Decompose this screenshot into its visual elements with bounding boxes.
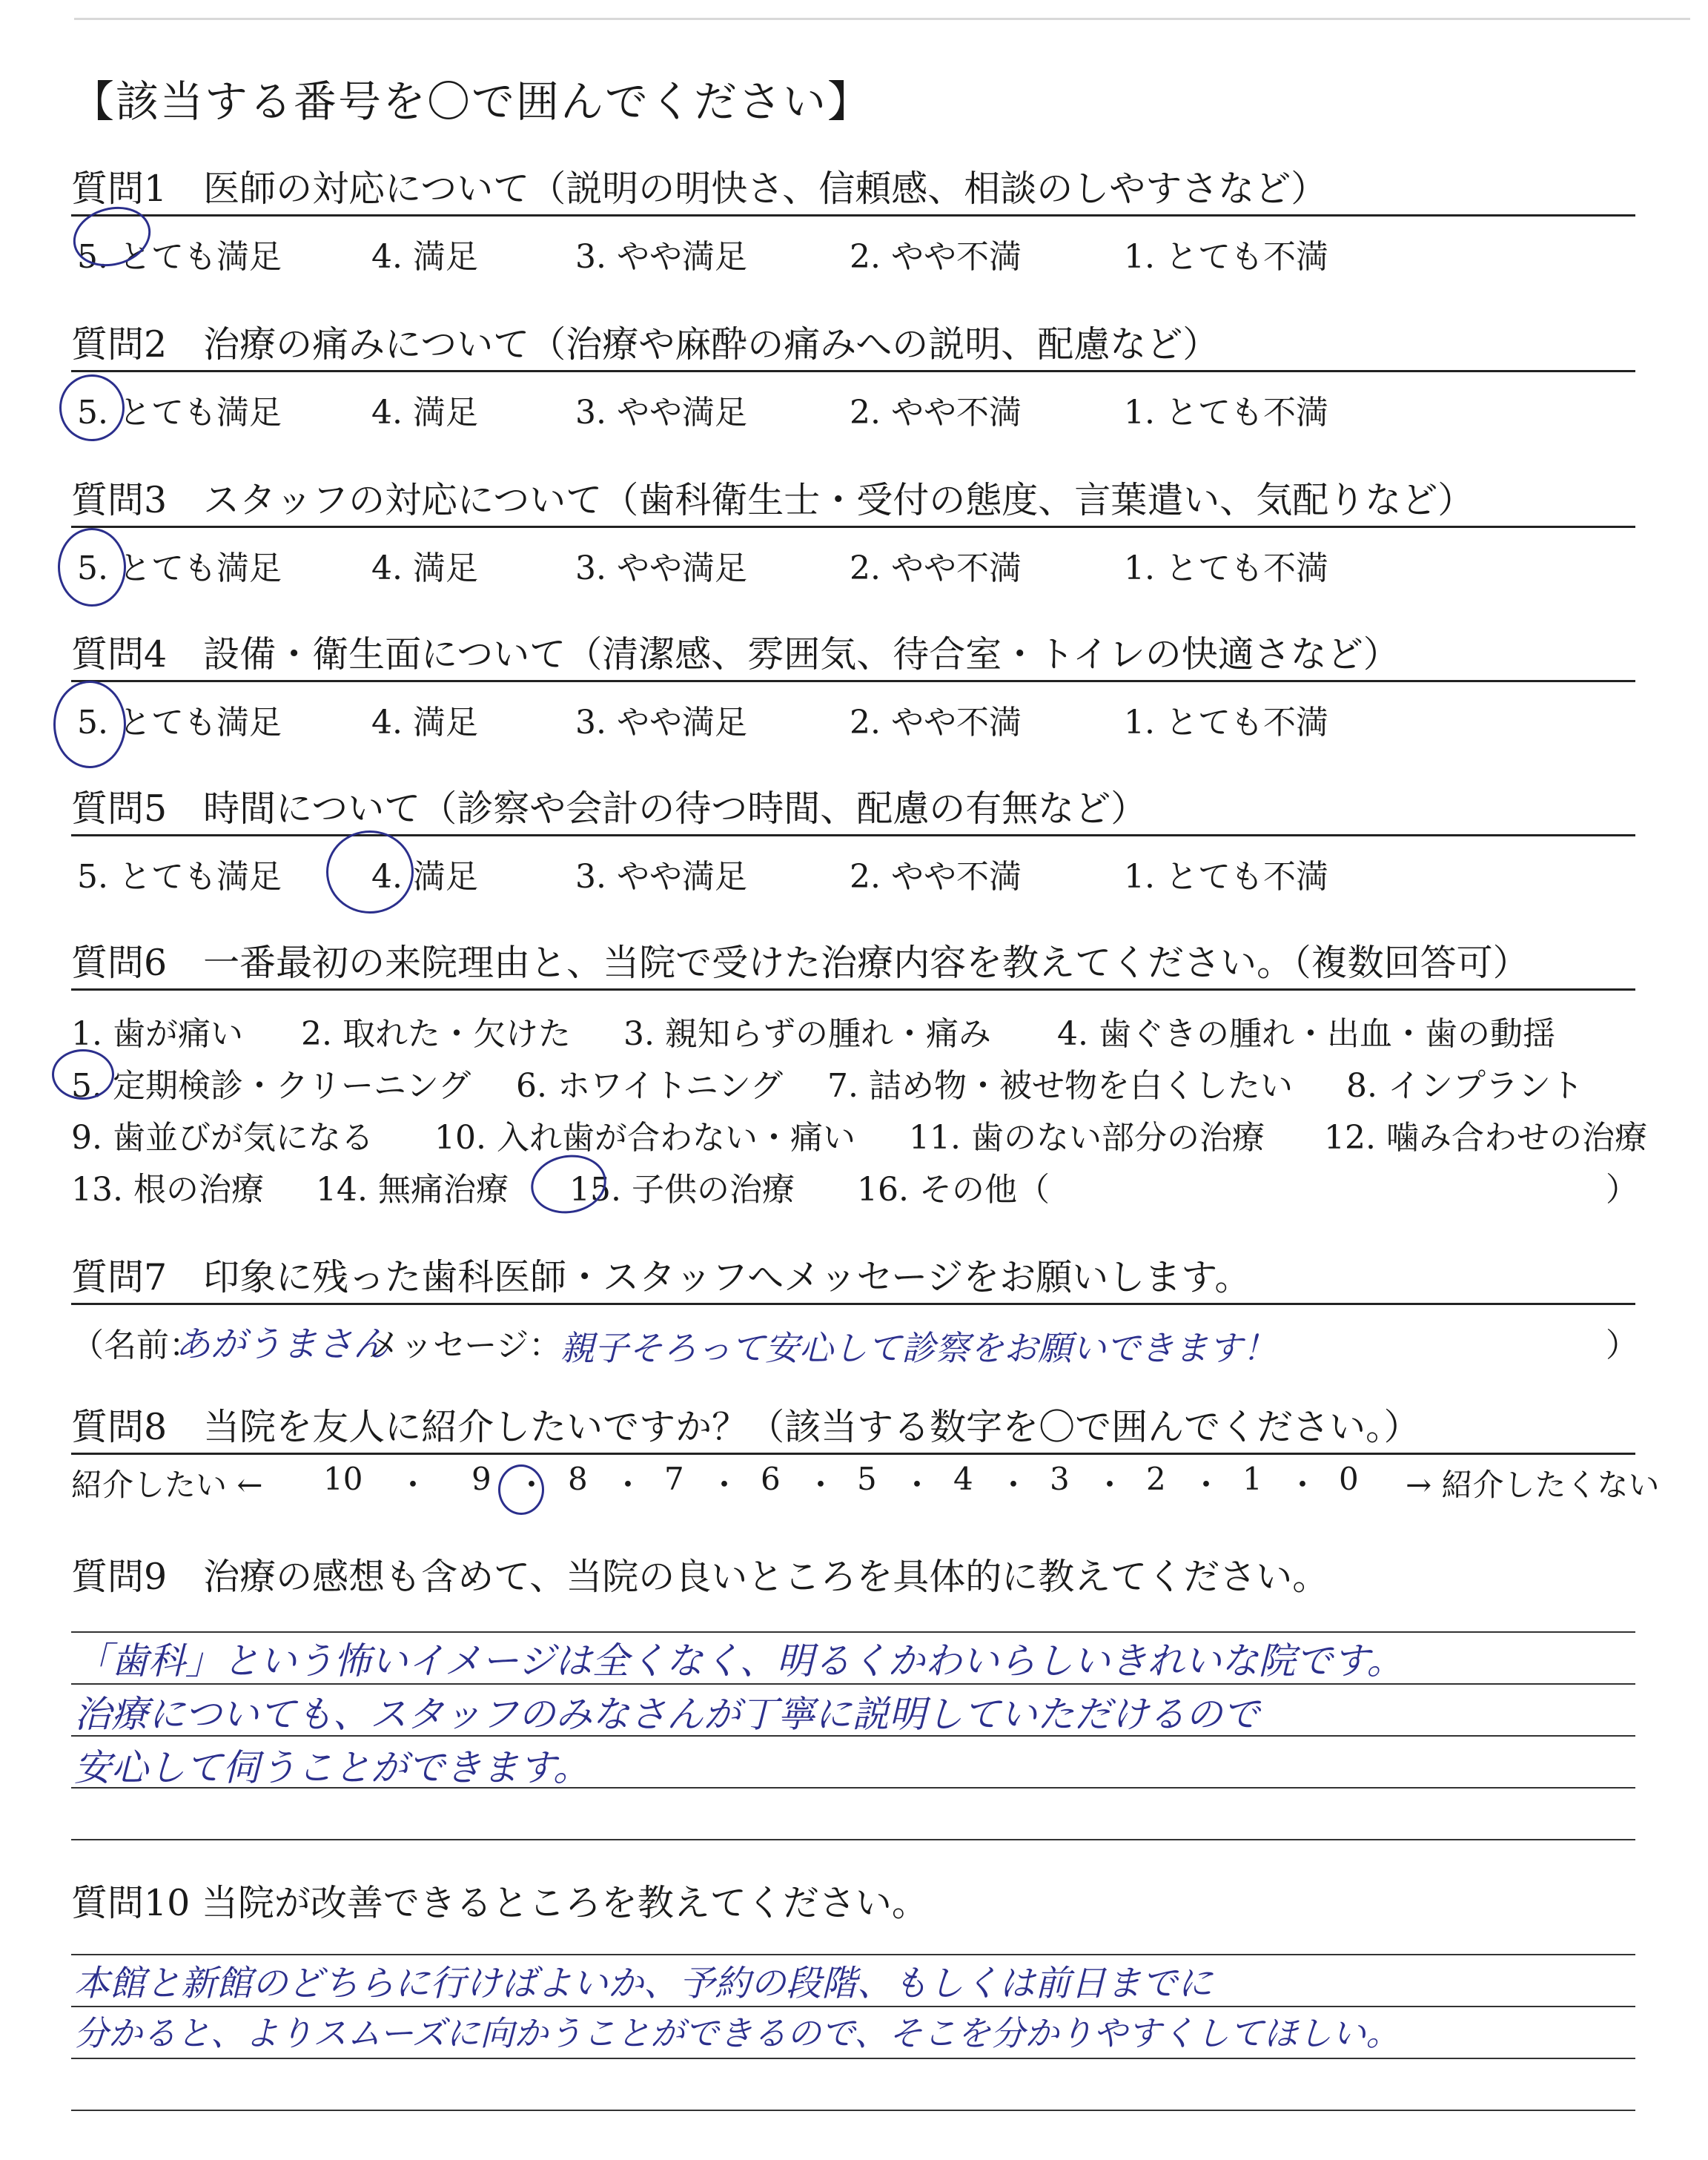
name-value[interactable]: あがうまさん — [175, 1324, 389, 1365]
treatment-option[interactable]: 13. 根の治療 — [71, 1171, 264, 1209]
option-1[interactable]: 1. とても不満 — [1124, 549, 1328, 587]
scale-separator: ・ — [998, 1467, 1030, 1503]
question-title: 質問2 治療の痛みについて（治療や麻酔の痛みへの説明、配慮など） — [71, 317, 1635, 372]
treatment-option[interactable]: 1. 歯が痛い — [71, 1015, 243, 1053]
rating-options — [71, 836, 1635, 896]
answer-circle-mark — [326, 830, 414, 914]
scale-separator: ・ — [397, 1467, 429, 1503]
option-3[interactable]: 3. やや満足 — [575, 394, 747, 432]
handwritten-answer-line: 治療についても、スタッフのみなさんが丁寧に説明していただけるので — [74, 1693, 1260, 1736]
scale-value-10[interactable]: 10 — [323, 1461, 363, 1497]
close-paren: ） — [1606, 1327, 1638, 1364]
option-2[interactable]: 2. やや不満 — [850, 394, 1022, 432]
scale-separator: ・ — [709, 1467, 741, 1503]
question-title: 質問1 医師の対応について（説明の明快さ、信頼感、相談のしやすさなど） — [71, 162, 1635, 217]
treatment-option[interactable]: 9. 歯並びが気になる — [71, 1119, 374, 1157]
message-label: メッセージ： — [368, 1327, 562, 1364]
option-5[interactable]: 5. とても満足 — [77, 394, 282, 432]
rating-options — [71, 682, 1635, 742]
treatment-option[interactable]: 3. 親知らずの腫れ・痛み — [623, 1015, 991, 1053]
scale-separator: ・ — [1287, 1467, 1319, 1503]
question-3 — [71, 473, 1635, 587]
option-3[interactable]: 3. やや満足 — [575, 704, 747, 742]
option-5[interactable]: 5. とても満足 — [77, 858, 282, 896]
scale-separator: ・ — [1094, 1467, 1126, 1503]
answer-line — [71, 1839, 1635, 1840]
name-label: （名前： — [71, 1327, 202, 1364]
question-title: 質問10 当院が改善できるところを教えてください。 — [71, 1882, 928, 1924]
handwritten-answer-line: 分かると、よりスムーズに向かうことができるので、そこを分かりやすくしてほしい。 — [74, 2013, 1400, 2053]
scale-value-1[interactable]: 1 — [1242, 1461, 1262, 1497]
handwritten-answer-line: 「歯科」という怖いイメージは全くなく、明るくかわいらしいきれいな院です。 — [74, 1639, 1404, 1682]
question-title: 質問8 当院を友人に紹介したいですか？（該当する数字を〇で囲んでください。） — [71, 1400, 1635, 1455]
scale-left-label: 紹介したい ← — [71, 1467, 263, 1503]
treatment-option[interactable]: 5. 定期検診・クリーニング — [71, 1067, 471, 1105]
question-5 — [71, 782, 1635, 896]
close-paren: ） — [1606, 1171, 1638, 1209]
message-row — [71, 1305, 1638, 1372]
rating-options — [71, 372, 1635, 432]
scale-separator: ・ — [805, 1467, 837, 1503]
question-title: 質問6 一番最初の来院理由と、当院で受けた治療内容を教えてください。（複数回答可） — [71, 936, 1635, 991]
option-3[interactable]: 3. やや満足 — [575, 858, 747, 896]
treatment-option[interactable]: 2. 取れた・欠けた — [301, 1015, 571, 1053]
question-title: 質問3 スタッフの対応について（歯科衛生士・受付の態度、言葉遣い、気配りなど） — [71, 473, 1635, 528]
option-1[interactable]: 1. とても不満 — [1124, 394, 1328, 432]
treatment-option[interactable]: 16. その他（ — [857, 1171, 1050, 1209]
option-4[interactable]: 4. 満足 — [371, 238, 478, 276]
question-1 — [71, 162, 1635, 276]
handwritten-answer-line: 本館と新館のどちらに行けばよいか、予約の段階、もしくは前日までに — [74, 1963, 1214, 2004]
scale-value-8[interactable]: 8 — [568, 1461, 588, 1497]
question-7 — [71, 1250, 1638, 1372]
option-3[interactable]: 3. やや満足 — [575, 238, 747, 276]
scale-value-4[interactable]: 4 — [953, 1461, 973, 1497]
option-4[interactable]: 4. 満足 — [371, 394, 478, 432]
option-2[interactable]: 2. やや不満 — [850, 238, 1022, 276]
option-1[interactable]: 1. とても不満 — [1124, 238, 1328, 276]
option-2[interactable]: 2. やや不満 — [850, 704, 1022, 742]
question-4 — [71, 627, 1635, 742]
treatment-option[interactable]: 4. 歯ぐきの腫れ・出血・歯の動揺 — [1057, 1015, 1555, 1053]
scale-value-5[interactable]: 5 — [857, 1461, 877, 1497]
question-2 — [71, 317, 1635, 432]
option-1[interactable]: 1. とても不満 — [1124, 704, 1328, 742]
rating-options — [71, 217, 1635, 276]
page-header: 【該当する番号を〇で囲んでください】 — [71, 76, 873, 127]
option-1[interactable]: 1. とても不満 — [1124, 858, 1328, 896]
answer-line — [71, 2058, 1635, 2059]
treatment-option[interactable]: 6. ホワイトニング — [516, 1067, 784, 1105]
question-title: 質問5 時間について（診察や会計の待つ時間、配慮の有無など） — [71, 782, 1635, 836]
treatment-option[interactable]: 11. 歯のない部分の治療 — [909, 1119, 1265, 1157]
scale-value-9[interactable]: 9 — [471, 1461, 491, 1497]
recommend-scale — [71, 1461, 1660, 1505]
option-3[interactable]: 3. やや満足 — [575, 549, 747, 587]
treatment-option[interactable]: 7. 詰め物・被せ物を白くしたい — [827, 1067, 1293, 1105]
treatment-option[interactable]: 8. インプラント — [1346, 1067, 1583, 1105]
scale-value-6[interactable]: 6 — [761, 1461, 781, 1497]
option-5[interactable]: 5. とても満足 — [77, 704, 282, 742]
question-9 — [71, 1550, 1635, 1605]
option-5[interactable]: 5. とても満足 — [77, 238, 282, 276]
option-2[interactable]: 2. やや不満 — [850, 549, 1022, 587]
answer-line — [71, 2110, 1635, 2111]
answer-circle-mark — [59, 374, 125, 441]
question-10 — [71, 1876, 1635, 1931]
question-title: 質問9 治療の感想も含めて、当院の良いところを具体的に教えてください。 — [71, 1556, 1329, 1598]
scale-separator: ・ — [612, 1467, 644, 1503]
treatment-options — [71, 991, 1647, 1213]
handwritten-answer-line: 安心して伺うことができます。 — [74, 1746, 590, 1789]
top-rule — [74, 18, 1690, 20]
scale-right-label: → 紹介したくない — [1406, 1467, 1660, 1503]
question-6 — [71, 936, 1647, 1213]
option-4[interactable]: 4. 満足 — [371, 549, 478, 587]
option-5[interactable]: 5. とても満足 — [77, 549, 282, 587]
scale-value-3[interactable]: 3 — [1050, 1461, 1070, 1497]
option-4[interactable]: 4. 満足 — [371, 704, 478, 742]
answer-circle-mark — [498, 1464, 544, 1515]
answer-circle-mark — [53, 681, 126, 768]
message-value[interactable]: 親子そろって安心して診察をお願いできます！ — [560, 1328, 1277, 1368]
option-4[interactable]: 4. 満足 — [371, 858, 478, 896]
scale-value-0[interactable]: 0 — [1339, 1461, 1359, 1497]
treatment-option[interactable]: 15. 子供の治療 — [569, 1171, 795, 1209]
question-title: 質問4 設備・衛生面について（清潔感、雰囲気、待合室・トイレの快適さなど） — [71, 627, 1635, 682]
scale-separator: ・ — [516, 1467, 548, 1503]
answer-circle-mark — [58, 528, 126, 607]
question-title: 質問7 印象に残った歯科医師・スタッフへメッセージをお願いします。 — [71, 1250, 1635, 1305]
treatment-option[interactable]: 14. 無痛治療 — [316, 1171, 509, 1209]
treatment-option[interactable]: 12. 噛み合わせの治療 — [1324, 1119, 1647, 1157]
question-8 — [71, 1400, 1635, 1455]
scale-value-7[interactable]: 7 — [664, 1461, 684, 1497]
scale-value-2[interactable]: 2 — [1146, 1461, 1166, 1497]
answer-circle-mark — [52, 1049, 114, 1100]
scale-separator: ・ — [901, 1467, 933, 1503]
treatment-option[interactable]: 10. 入れ歯が合わない・痛い — [434, 1119, 855, 1157]
rating-options — [71, 528, 1635, 587]
scale-separator: ・ — [1191, 1467, 1222, 1503]
option-2[interactable]: 2. やや不満 — [850, 858, 1022, 896]
